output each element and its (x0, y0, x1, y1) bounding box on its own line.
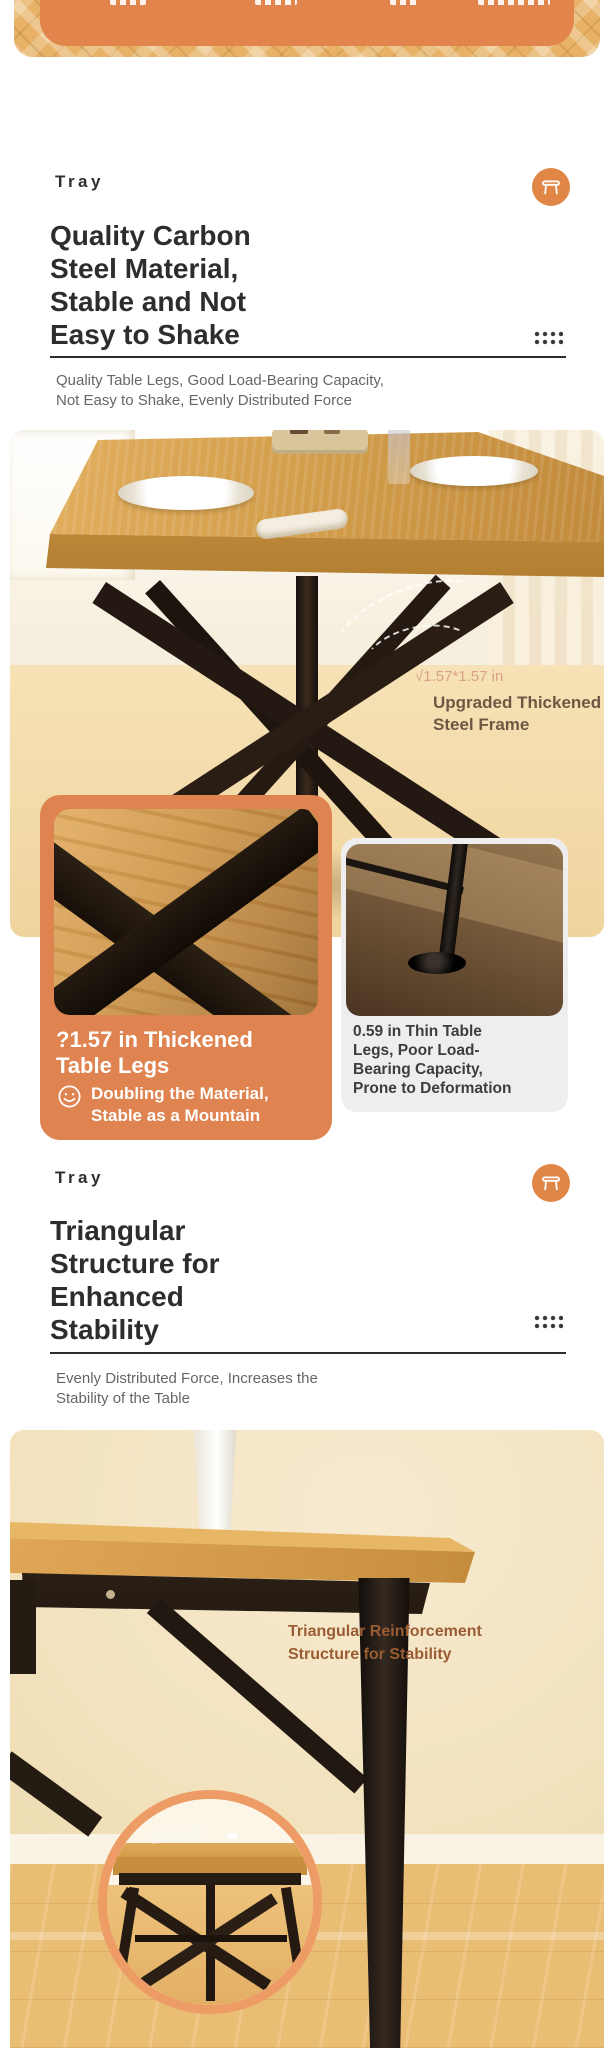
section-title: Quality Carbon Steel Material, Stable and Not Easy to Shake (50, 220, 251, 350)
good-card-row (56, 1083, 312, 1127)
condiment-tray (272, 430, 368, 454)
leg-foot (408, 952, 466, 974)
clipped-text (390, 0, 418, 5)
section-title: Triangular Structure for Enhanced Stability (50, 1215, 220, 1345)
plate (410, 456, 538, 486)
table-leg-left (10, 1580, 36, 1674)
divider (50, 356, 566, 358)
good-feature-card (40, 795, 332, 1140)
good-card-title: ?1.57 in Thickened Table Legs (56, 1027, 253, 1078)
section-eyebrow: Tray (55, 172, 104, 191)
inset-plate (227, 1833, 238, 1839)
section-badge (532, 168, 570, 206)
inset-underbeam (119, 1873, 301, 1885)
drawer-knob (106, 1590, 115, 1599)
thin-leg-photo (346, 844, 563, 1016)
glass (388, 430, 410, 484)
zoom-inset-circle (98, 1790, 322, 2014)
clipped-text (255, 0, 297, 5)
bad-card-desc: 0.59 in Thin Table Legs, Poor Load-Bearing Capacity, Prone to Deformation (353, 1023, 512, 1097)
plate (118, 476, 254, 510)
clipped-text (478, 0, 550, 5)
table-icon (539, 1171, 563, 1195)
photo-caption: Triangular Reinforcement Structure for Stability (288, 1623, 482, 1663)
spec-bar (40, 0, 574, 46)
dots-grid-icon (533, 330, 563, 345)
thick-legs-photo (54, 809, 318, 1015)
section-eyebrow: Tray (55, 1168, 104, 1187)
divider (50, 1352, 566, 1354)
bad-feature-card (341, 838, 568, 1112)
section-badge (532, 1164, 570, 1202)
inset-crossbar (135, 1935, 287, 1942)
smiley-icon (56, 1083, 83, 1110)
good-card-desc: Doubling the Material, Stable as a Mountain (91, 1084, 269, 1125)
section-subtitle: Quality Table Legs, Good Load-Bearing Capacity, Not Easy to Shake, Evenly Distributed Force (56, 372, 384, 409)
photo-caption: Upgraded Thickened Steel Frame (433, 693, 602, 734)
spec-label: √1.57*1.57 in (415, 668, 504, 685)
product-photo-triangular-structure (10, 1430, 604, 2048)
table-icon (539, 175, 563, 199)
dots-grid-icon (533, 1314, 563, 1329)
section-subtitle: Evenly Distributed Force, Increases the Stability of the Table (56, 1370, 318, 1407)
top-banner (14, 0, 600, 57)
clipped-text (110, 0, 146, 5)
